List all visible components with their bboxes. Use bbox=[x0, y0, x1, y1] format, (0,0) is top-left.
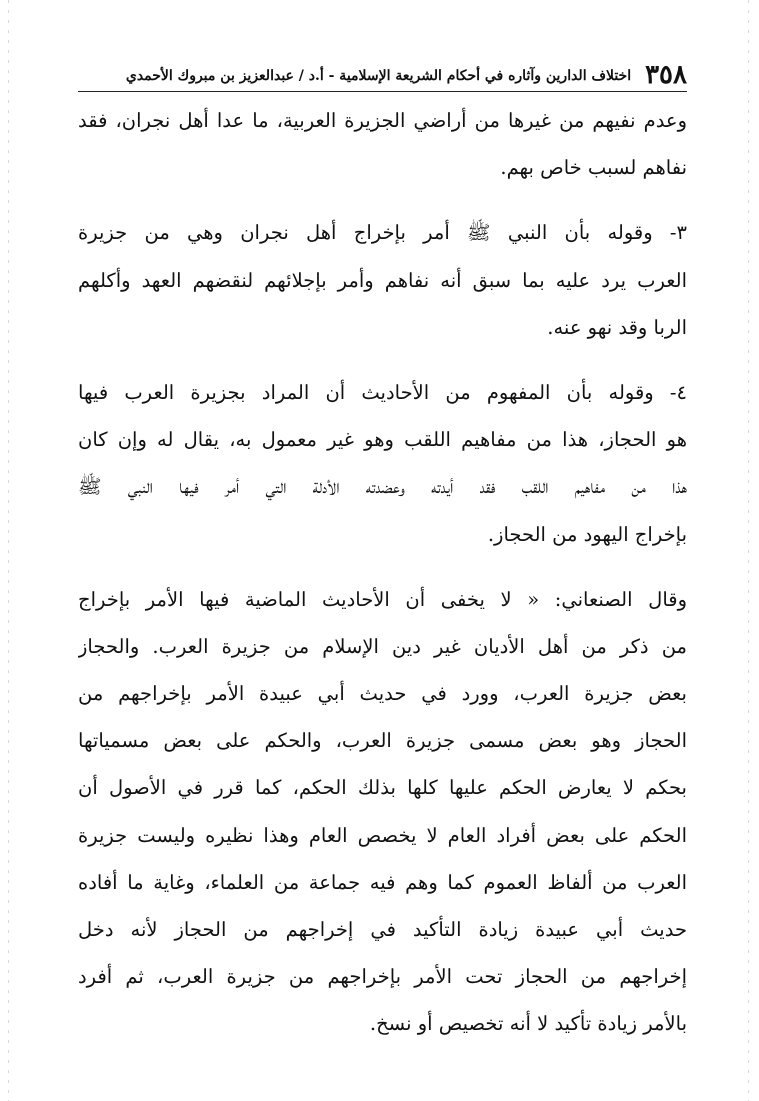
text-line: الحجاز وهو بعض مسمى جزيرة العرب، والحكم على بعض مسمياتها bbox=[78, 729, 687, 753]
text-line: العرب من ألفاظ العموم كما وهم فيه جماعة من العلماء، وغاية ما أفاده bbox=[78, 870, 687, 894]
paragraph-4-quote bbox=[78, 576, 687, 1048]
text-line: الربا وقد نهو عنه. bbox=[547, 315, 687, 339]
page-number: ٣٥٨ bbox=[645, 60, 687, 90]
text-line: بحكم لا يعارض الحكم عليها كلها بذلك الحكم، كما قرر في الأصول أن bbox=[78, 776, 687, 800]
text-line: وقال الصنعاني: « لا يخفى أن الأحاديث الماضية فيها الأمر بإخراج bbox=[78, 587, 687, 611]
text-line: إخراجهم من الحجاز تحت الأمر بإخراجهم من جزيرة العرب، ثم أفرد bbox=[78, 965, 687, 989]
text-line: العرب يرد عليه بما سبق أنه نفاهم وأمر بإجلائهم لنقضهم العهد وأكلهم bbox=[78, 268, 687, 292]
text-line: هذا من مفاهيم اللقب فقد أيدته وعضدته الأدلة التي أمر فيها النبي ﷺ bbox=[78, 475, 687, 499]
text-line: بعض جزيرة العرب، وورد في حديث أبي عبيدة الأمر بإخراجهم من bbox=[78, 682, 687, 706]
paragraph-2 bbox=[78, 209, 687, 351]
running-title: اختلاف الدارين وآثاره في أحكام الشريعة الإسلامية - أ.د / عبدالعزيز بن مبروك الأحمدي bbox=[125, 68, 632, 84]
paragraph-1 bbox=[78, 97, 687, 191]
text-line: بإخراج اليهود من الحجاز. bbox=[487, 522, 687, 546]
text-line: وعدم نفيهم من غيرها من أراضي الجزيرة العربية، ما عدا أهل نجران، فقد bbox=[78, 109, 687, 132]
scan-edge-right bbox=[748, 0, 749, 1101]
text-line: الحكم على بعض أفراد العام لا يخصص العام وهذا نظيره وليست جزيرة bbox=[78, 823, 687, 847]
text-line: من ذكر من أهل الأديان غير دين الإسلام من جزيرة العرب. والحجاز bbox=[78, 634, 687, 658]
header-rule bbox=[78, 91, 687, 92]
text-line: نفاهم لسبب خاص بهم. bbox=[500, 156, 687, 180]
page-header bbox=[78, 58, 687, 88]
text-line: حديث أبي عبيدة زيادة التأكيد في إخراجهم من الحجاز لأنه دخل bbox=[78, 918, 687, 941]
text-line: بالأمر زيادة تأكيد لا أنه تخصيص أو نسخ. bbox=[369, 1012, 687, 1036]
text-line: هو الحجاز، هذا من مفاهيم اللقب وهو غير معمول به، يقال له وإن كان bbox=[78, 428, 687, 452]
text-line: ٤- وقوله بأن المفهوم من الأحاديث أن المراد بجزيرة العرب فيها bbox=[78, 380, 687, 404]
text-line: ٣- وقوله بأن النبي ﷺ أمر بإخراج أهل نجران وهي من جزيرة bbox=[78, 221, 687, 245]
paragraph-3 bbox=[78, 369, 687, 558]
scan-edge-left bbox=[8, 0, 9, 1101]
page-body bbox=[78, 97, 687, 1048]
